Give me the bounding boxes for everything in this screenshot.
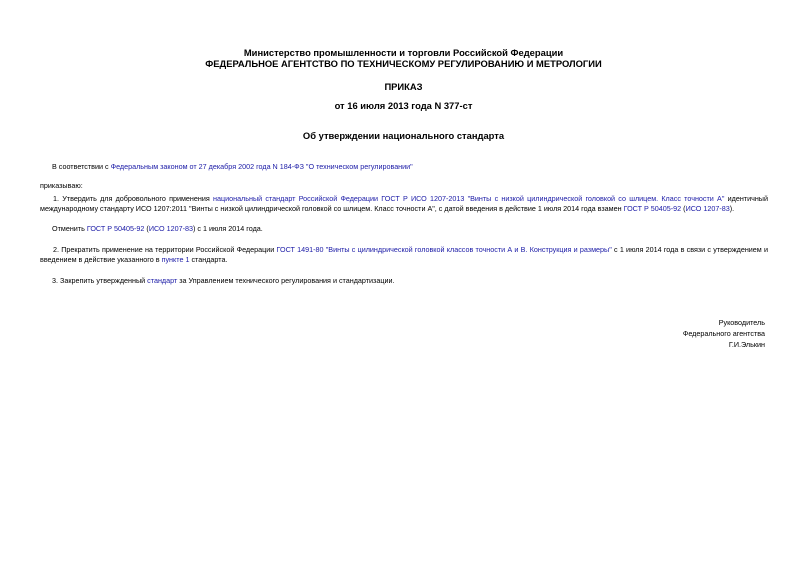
p1-mid: идентичный [724, 194, 768, 203]
cancel-iso-link[interactable]: ИСО 1207-83 [148, 224, 193, 233]
p2-mid: с 1 июля 2014 года в связи с утверждением и [611, 245, 768, 254]
federal-law-link[interactable]: Федеральным законом от 27 декабря 2002 года N 184-ФЗ "О техническом регулировании" [110, 162, 413, 171]
p2-prefix: 2. Прекратить применение на территории Российской Федерации [53, 245, 277, 254]
agency-name: ФЕДЕРАЛЬНОЕ АГЕНТСТВО ПО ТЕХНИЧЕСКОМУ РЕГУЛИРОВАНИЮ И МЕТРОЛОГИИ [205, 58, 602, 69]
p1-end: ). [729, 204, 735, 213]
intro-prefix: В соответствии с [52, 162, 111, 171]
paragraph-2-line-2 [40, 255, 227, 265]
intro-paragraph [52, 162, 413, 172]
signature-title: Руководитель [718, 318, 765, 327]
p3-prefix: 3. Закрепить утвержденный [52, 276, 148, 285]
gost-r-iso-1207-2013-link[interactable]: национальный стандарт Российской Федерации ГОСТ Р ИСО 1207-2013 "Винты с низкой цилиндрической головкой со шлицем. Класс точности А" [213, 194, 725, 203]
order-word: приказываю: [40, 181, 83, 190]
p2-line2-end: стандарта. [189, 255, 228, 264]
cancel-prefix: Отменить [52, 224, 87, 233]
signature-agency: Федерального агентства [682, 329, 765, 338]
order-title: ПРИКАЗ [384, 81, 423, 92]
gost-r-50405-92-link[interactable]: ГОСТ Р 50405-92 [623, 204, 682, 213]
paragraph-2-line-1 [53, 245, 768, 255]
paragraph-1-line-1 [53, 194, 768, 204]
order-date: от 16 июля 2013 года N 377-ст [334, 100, 473, 111]
paragraph-3 [52, 276, 395, 286]
order-subject: Об утверждении национального стандарта [302, 130, 505, 141]
p1-line2-text: международному стандарту ИСО 1207:2011 "Винты с низкой цилиндрической головкой со шлицем. Класс точности А", с датой введения в действие 1 июля 2014 года взамен [40, 204, 624, 213]
p1-prefix: 1. Утвердить для добровольного применения [53, 194, 213, 203]
p1-paren: ( [681, 204, 686, 213]
cancel-paren: ( [144, 224, 149, 233]
standard-link[interactable]: стандарт [147, 276, 178, 285]
clause-1-link[interactable]: пункте 1 [161, 255, 190, 264]
cancel-end: ) с 1 июля 2014 года. [193, 224, 263, 233]
p2-line2-prefix: введением в действие указанного в [40, 255, 162, 264]
cancel-paragraph [52, 224, 263, 234]
cancel-gost-link[interactable]: ГОСТ Р 50405-92 [86, 224, 145, 233]
signature-name: Г.И.Элькин [728, 340, 765, 349]
gost-1491-80-link[interactable]: ГОСТ 1491-80 "Винты с цилиндрической головкой классов точности А и В. Конструкция и размеры" [276, 245, 612, 254]
iso-1207-83-link[interactable]: ИСО 1207-83 [685, 204, 730, 213]
ministry-name: Министерство промышленности и торговли Российской Федерации [243, 47, 564, 58]
paragraph-1-line-2 [40, 204, 734, 214]
p3-end: за Управлением технического регулирования и стандартизации. [177, 276, 395, 285]
